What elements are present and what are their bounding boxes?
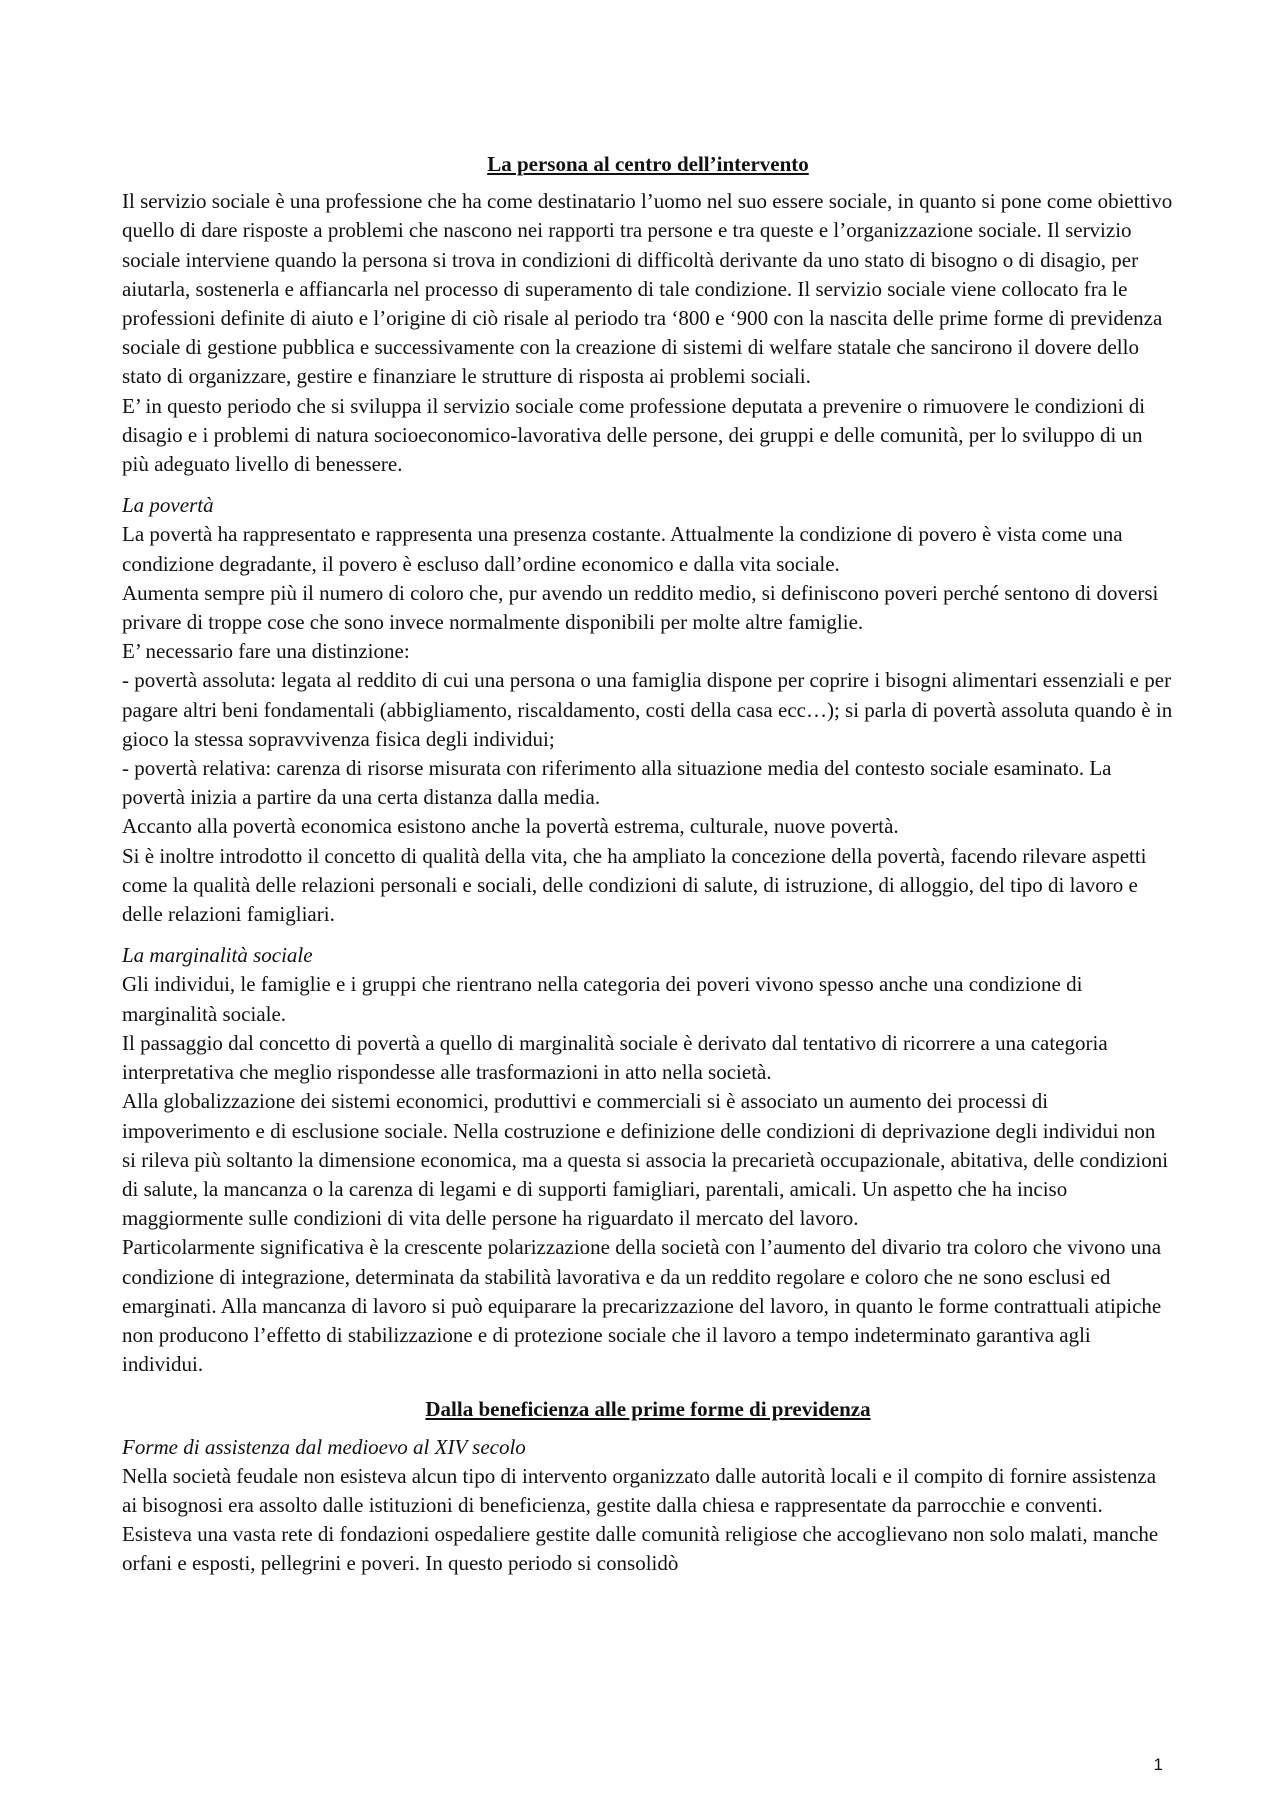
paragraph: Alla globalizzazione dei sistemi economici, produttivi e commerciali si è associato un aumento dei processi di impoverimento e di esclusione sociale. Nella costruzione e definizione delle condizioni di deprivazione degli individui non si rileva più soltanto la dimensione economica, ma a questa si associa la precarietà occupazionale, abitativa, delle condizioni di salute, la mancanza o la carenza di legami e di supporti famigliari, parentali, amicali. Un aspetto che ha inciso maggiormente sulle condizioni di vita delle persone ha riguardato il mercato del lavoro. (122, 1089, 1169, 1231)
paragraph: Aumenta sempre più il numero di coloro che, pur avendo un reddito medio, si definiscono poveri perché sentono di doversi privare di troppe cose che sono invece normalmente disponibili per molte altre famiglie. (122, 580, 1159, 635)
document-body (122, 150, 1174, 1591)
subheading: Forme di assistenza dal medioevo al XIV secolo (122, 1434, 526, 1459)
paragraph: La povertà ha rappresentato e rappresenta una presenza costante. Attualmente la condizione di povero è vista come una condizione degradante, il povero è escluso dall’ordine economico e dalla vita sociale. (122, 522, 1123, 576)
paragraph: E’ in questo periodo che si sviluppa il servizio sociale come professione deputata a prevenire o rimuovere le condizioni di disagio e i problemi di natura socioeconomico-lavorativa delle persone, dei gruppi e delle comunità, per lo sviluppo di un più adeguato livello di benessere. (122, 393, 1146, 477)
page-number: 1 (1153, 1755, 1163, 1774)
assistenza-section (122, 1433, 1174, 1579)
paragraph: Accanto alla povertà economica esistono anche la povertà estrema, culturale, nuove povertà. (122, 814, 899, 839)
section-title: La persona al centro dell’intervento (487, 152, 809, 176)
list-item: - povertà assoluta: legata al reddito di cui una persona o una famiglia dispone per coprire i bisogni alimentari essenziali e per pagare altri beni fondamentali (abbigliamento, riscaldamento, costi della casa ecc…); si parla di povertà assoluta quando è in gioco la stessa sopravvivenza fisica degli individui; (122, 668, 1173, 751)
paragraph: Particolarmente significativa è la crescente polarizzazione della società con l’aumento del divario tra coloro che vivono una condizione di integrazione, determinata da stabilità lavorativa e da un reddito regolare e coloro che ne sono esclusi ed emarginati. Alla mancanza di lavoro si può equiparare la precarizzazione del lavoro, in quanto le forme contrattuali atipiche non producono l’effetto di stabilizzazione e di protezione sociale che il lavoro a tempo indeterminato garantiva agli individui. (122, 1235, 1162, 1377)
paragraph: Si è inoltre introdotto il concetto di qualità della vita, che ha ampliato la concezione della povertà, facendo rilevare aspetti come la qualità delle relazioni personali e sociali, delle condizioni di salute, di istruzione, di alloggio, del tipo di lavoro e delle relazioni famigliari. (122, 843, 1147, 927)
list-item: - povertà relativa: carenza di risorse misurata con riferimento alla situazione media del contesto sociale esaminato. La povertà inizia a partire da una certa distanza dalla media. (122, 756, 1112, 810)
section-title: Dalla beneficienza alle prime forme di previdenza (425, 1397, 871, 1422)
paragraph: E’ necessario fare una distinzione: (122, 639, 410, 664)
paragraph: Gli individui, le famiglie e i gruppi che rientrano nella categoria dei poveri vivono spesso anche una condizione di marginalità sociale. (122, 972, 1083, 1026)
subheading: La marginalità sociale (122, 943, 313, 968)
poverta-section (122, 491, 1174, 929)
paragraph: Il passaggio dal concetto di povertà a quello di marginalità sociale è derivato dal tentativo di ricorrere a una categoria interpretativa che meglio rispondesse alle trasformazioni in atto nella società. (122, 1030, 1108, 1085)
subheading: La povertà (122, 493, 214, 518)
paragraph: Il servizio sociale è una professione che ha come destinatario l’uomo nel suo essere sociale, in quanto si pone come obiettivo quello di dare risposte a problemi che nascono nei rapporti tra persone e tra queste e l’organizzazione sociale. Il servizio sociale interviene quando la persona si trova in condizioni di difficoltà derivante da uno stato di bisogno o di disagio, per aiutarla, sostenerla e affiancarla nel processo di superamento di tale condizione. Il servizio sociale viene collocato fra le professioni definite di aiuto e l’origine di ciò risale al periodo tra ‘800 e ‘900 con la nascita delle prime forme di previdenza sociale di gestione pubblica e successivamente con la creazione di sistemi di welfare statale che sancirono il dovere dello stato di organizzare, gestire e finanziare le strutture di risposta ai problemi sociali. (122, 189, 1173, 389)
marginalita-section (122, 941, 1174, 1379)
paragraph: Nella società feudale non esisteva alcun tipo di intervento organizzato dalle autorità locali e il compito di fornire assistenza ai bisognosi era assolto dalle istituzioni di beneficienza, gestite dalla chiesa e rappresentate da parrocchie e conventi. Esisteva una vasta rete di fondazioni ospedaliere gestite dalle comunità religiose che accoglievano non solo malati, manche orfani e esposti, pellegrini e poveri. In questo periodo si consolidò (122, 1463, 1159, 1576)
intro-section (122, 187, 1174, 479)
